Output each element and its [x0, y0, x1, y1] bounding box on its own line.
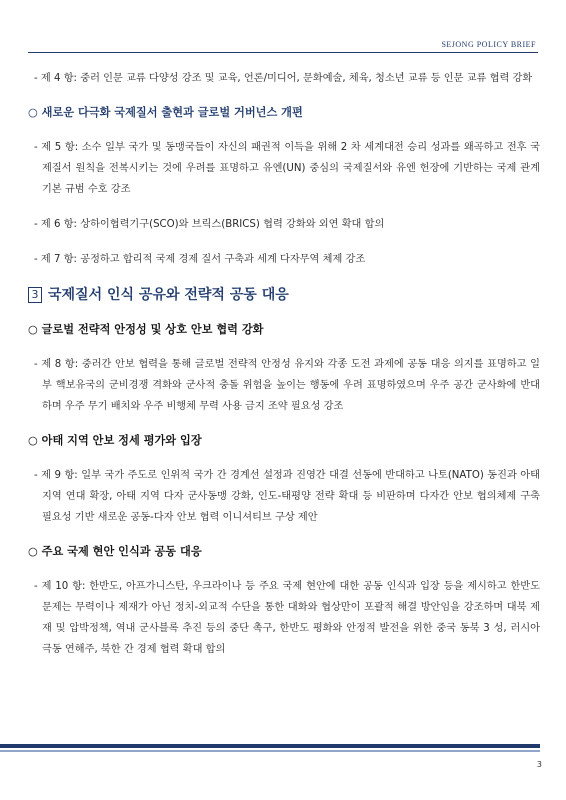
main-content [28, 68, 540, 674]
article-6: - 제 6 항: 상하이협력기구(SCO)와 브릭스(BRICS) 협력 강화와 외연 확대 합의 [34, 219, 385, 230]
subhead-strategic-stability: ○ 글로벌 전략적 안정성 및 상호 안보 협력 강화 [28, 323, 264, 336]
subhead-international-issues: ○ 주요 국제 현안 인식과 공동 대응 [28, 545, 202, 558]
subhead-new-multipolar-order: ○ 새로운 다극화 국제질서 출현과 글로벌 거버넌스 개편 [28, 106, 303, 119]
header-rule [28, 52, 538, 53]
subhead-asia-pacific-security: ○ 아태 지역 안보 정세 평가와 입장 [28, 434, 202, 447]
article-9: - 제 9 항: 일부 국가 주도로 인위적 국가 간 경계선 설정과 진영간 대결 선동에 반대하고 나토(NATO) 동진과 아태지역 연대 확장, 아태 지역 다자 군사동맹 강화, 인도-태평양 전략 확대 등 비판하며 다자간 안보 협의체제 구축 필요성 기반 새로운 공동-다자 안보 협력 이니셔티브 구상 제안 [34, 470, 540, 523]
footer-band-light [0, 750, 540, 752]
article-10: - 제 10 항: 한반도, 아프가니스탄, 우크라이나 등 주요 국제 현안에 대한 공동 인식과 입장 등을 제시하고 한반도 문제는 무력이나 제재가 아닌 정치-외교적 수단을 통한 대화와 협상만이 포괄적 해결 방안임을 강조하며 대북 제재 및 압박정책, 역내 군사블록 추진 등의 중단 촉구, 한반도 평화와 안정적 발전을 위한 중국 동북 3 성, 러시아 극동 연해주, 북한 간 경제 협력 확대 합의 [34, 581, 540, 655]
section-heading [28, 284, 540, 306]
header-brand: SEJONG POLICY BRIEF [441, 40, 536, 49]
article-7: - 제 7 항: 공정하고 합리적 국제 경제 질서 구축과 세계 다자무역 체제 강조 [34, 254, 366, 265]
section-title: 국제질서 인식 공유와 전략적 공동 대응 [48, 287, 289, 303]
article-8: - 제 8 항: 중러간 안보 협력을 통해 글로벌 전략적 안정성 유지와 각종 도전 과제에 공동 대응 의지를 표명하고 일부 핵보유국의 군비경쟁 격화와 군사적 충돌 위험을 높이는 행동에 우려 표명하였으며 우주 공간 군사화에 반대하며 우주 무기 배치와 우주 비행체 무력 사용 금지 조약 필요성 강조 [34, 359, 540, 412]
page-number: 3 [536, 760, 542, 769]
article-5: - 제 5 항: 소수 일부 국가 및 동맹국들이 자신의 패권적 이득을 위해 2 차 세계대전 승리 성과를 왜곡하고 전후 국제질서 원칙을 전복시키는 것에 우려를 표명하고 유엔(UN) 중심의 국제질서와 유엔 헌장에 기반하는 국제 관계 기본 규범 수호 강조 [34, 142, 540, 195]
article-4: - 제 4 항: 중러 인문 교류 다양성 강조 및 교육, 언론/미디어, 문화예술, 체육, 청소년 교류 등 인문 교류 협력 강화 [34, 73, 533, 84]
section-number-box: 3 [28, 287, 42, 303]
footer-band [0, 744, 540, 748]
